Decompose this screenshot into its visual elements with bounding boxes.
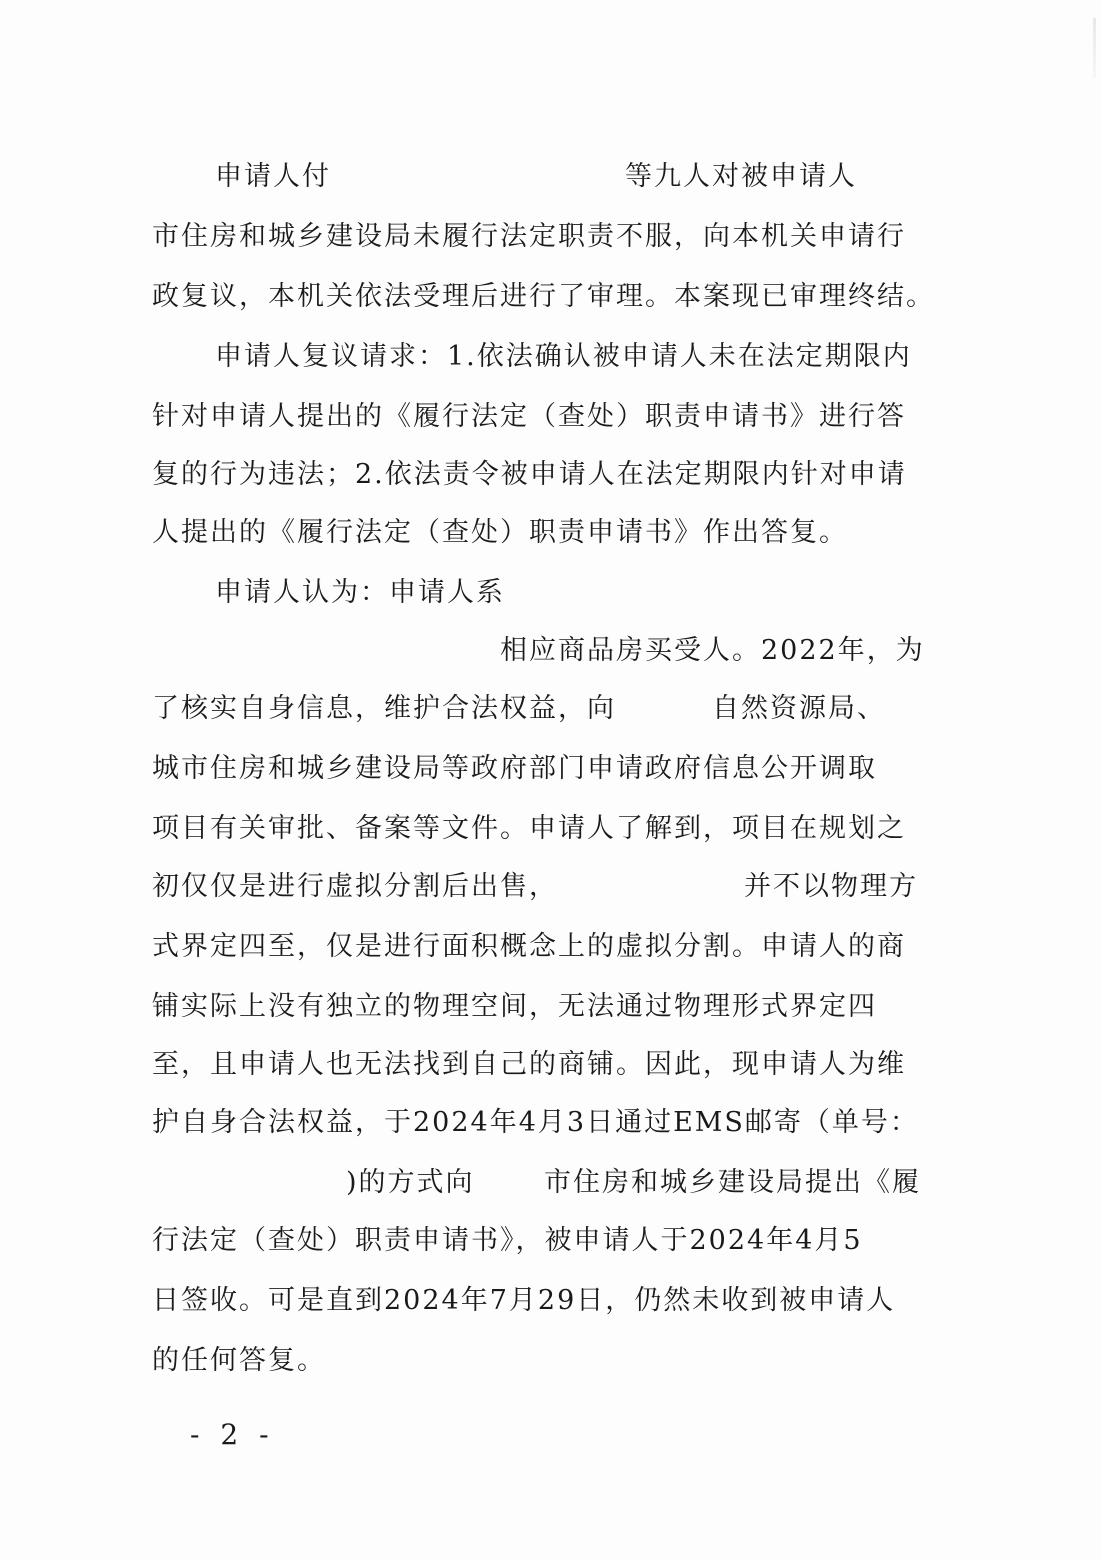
text-line: 了核实自身信息，维护合法权益，向 [152,693,616,724]
text-line: 初仅仅是进行虚拟分割后出售， [152,871,558,902]
text-line: 城市住房和城乡建设局等政府部门申请政府信息公开调取 [152,753,877,784]
text-line: 申请人付 [215,161,331,192]
text-line: 人提出的《履行法定（查处）职责申请书》作出答复。 [152,517,848,548]
text-line: 护自身合法权益，于2024年4月3日通过EMS邮寄（单号： [152,1107,919,1138]
text-line: 市住房和城乡建设局未履行法定职责不服，向本机关申请行 [152,221,906,252]
text-line: 市住房和城乡建设局提出《履 [544,1167,921,1198]
text-line: 项目有关审批、备案等文件。申请人了解到，项目在规划之 [152,813,906,844]
text-line: 复的行为违法；2.依法责令被申请人在法定期限内针对申请 [152,459,907,490]
text-line: 的任何答复。 [152,1345,326,1376]
text-line: 日签收。可是直到2024年7月29日，仍然未收到被申请人 [152,1285,896,1316]
text-line: 等九人对被申请人 [625,161,857,192]
text-line: )的方式向 [346,1167,475,1198]
text-line: 申请人复议请求：1.依法确认被申请人未在法定期限内 [215,341,912,372]
text-line: 行法定（查处）职责申请书》，被申请人于2024年4月5 [152,1225,863,1256]
text-line: 式界定四至，仅是进行面积概念上的虚拟分割。申请人的商 [152,931,906,962]
page-number: - 2 - [190,1418,275,1451]
text-line: 申请人认为：申请人系 [215,577,505,608]
text-line: 政复议，本机关依法受理后进行了审理。本案现已审理终结。 [152,281,935,312]
text-line: 并不以物理方 [744,871,918,902]
text-line: 至，且申请人也无法找到自己的商铺。因此，现申请人为维 [152,1049,906,1080]
scan-artifact [1093,18,1096,78]
text-line: 相应商品房买受人。2022年，为 [500,635,925,666]
text-line: 针对申请人提出的《履行法定（查处）职责申请书》进行答 [152,401,906,432]
text-line: 自然资源局、 [712,693,886,724]
text-line: 铺实际上没有独立的物理空间，无法通过物理形式界定四 [152,991,877,1022]
